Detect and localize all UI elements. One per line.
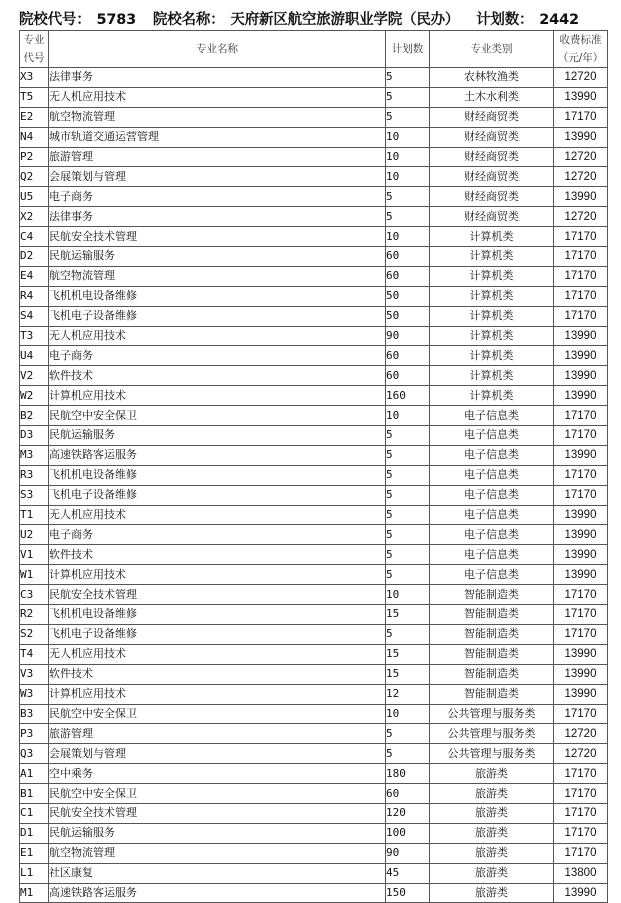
major-category-cell: 电子信息类 <box>430 485 554 505</box>
table-row <box>20 286 608 306</box>
major-name-cell: 飞机机电设备维修 <box>49 605 386 625</box>
major-category-cell: 电子信息类 <box>430 406 554 426</box>
major-code-cell: B3 <box>20 704 49 724</box>
major-name-cell: 会展策划与管理 <box>49 744 386 764</box>
major-code-cell: S3 <box>20 485 49 505</box>
fee-cell: 17170 <box>554 247 608 267</box>
table-row <box>20 326 608 346</box>
column-header-plan: 计划数 <box>386 31 430 68</box>
fee-cell: 17170 <box>554 843 608 863</box>
plan-count-cell: 5 <box>386 207 430 227</box>
major-name-cell: 飞机电子设备维修 <box>49 306 386 326</box>
major-name-cell: 民航安全技术管理 <box>49 585 386 605</box>
plan-count-cell: 5 <box>386 545 430 565</box>
column-header-fee: 收费标准（元/年） <box>554 31 608 68</box>
table-row <box>20 406 608 426</box>
major-name-cell: 法律事务 <box>49 207 386 227</box>
plan-count-cell: 5 <box>386 187 430 207</box>
column-header-name: 专业名称 <box>49 31 386 68</box>
major-category-cell: 智能制造类 <box>430 605 554 625</box>
major-name-cell: 高速铁路客运服务 <box>49 445 386 465</box>
fee-cell: 13990 <box>554 346 608 366</box>
major-name-cell: 民航空中安全保卫 <box>49 784 386 804</box>
major-category-cell: 旅游类 <box>430 764 554 784</box>
table-row <box>20 664 608 684</box>
major-code-cell: A1 <box>20 764 49 784</box>
fee-cell: 12720 <box>554 147 608 167</box>
major-code-cell: M3 <box>20 445 49 465</box>
table-row <box>20 266 608 286</box>
plan-count-cell: 15 <box>386 605 430 625</box>
table-row <box>20 605 608 625</box>
table-row <box>20 724 608 744</box>
plan-count-cell: 15 <box>386 664 430 684</box>
plan-count-cell: 180 <box>386 764 430 784</box>
table-row <box>20 167 608 187</box>
major-category-cell: 计算机类 <box>430 366 554 386</box>
plan-count-cell: 10 <box>386 147 430 167</box>
major-category-cell: 财经商贸类 <box>430 187 554 207</box>
table-body <box>20 68 608 903</box>
fee-cell: 17170 <box>554 485 608 505</box>
major-name-cell: 飞机电子设备维修 <box>49 485 386 505</box>
major-category-cell: 计算机类 <box>430 326 554 346</box>
major-name-cell: 无人机应用技术 <box>49 326 386 346</box>
major-name-cell: 航空物流管理 <box>49 107 386 127</box>
major-code-cell: R3 <box>20 465 49 485</box>
major-name-cell: 民航空中安全保卫 <box>49 704 386 724</box>
fee-cell: 13990 <box>554 326 608 346</box>
school-code-value: 5783 <box>96 12 137 28</box>
fee-cell: 13990 <box>554 684 608 704</box>
plan-count-cell: 15 <box>386 644 430 664</box>
major-code-cell: P2 <box>20 147 49 167</box>
plan-count-cell: 5 <box>386 624 430 644</box>
column-header-code: 专业代号 <box>20 31 49 68</box>
fee-cell: 17170 <box>554 823 608 843</box>
plan-count-cell: 5 <box>386 525 430 545</box>
major-code-cell: T3 <box>20 326 49 346</box>
plan-total-value: 2442 <box>539 12 579 28</box>
major-code-cell: W1 <box>20 565 49 585</box>
major-category-cell: 计算机类 <box>430 306 554 326</box>
table-row <box>20 346 608 366</box>
school-name-label: 院校名称： <box>152 12 225 28</box>
major-code-cell: T5 <box>20 87 49 107</box>
fee-cell: 17170 <box>554 624 608 644</box>
major-category-cell: 电子信息类 <box>430 565 554 585</box>
plan-count-cell: 5 <box>386 426 430 446</box>
fee-cell: 12720 <box>554 167 608 187</box>
plan-count-cell: 60 <box>386 247 430 267</box>
school-code <box>19 12 142 28</box>
major-code-cell: R2 <box>20 605 49 625</box>
plan-count-cell: 120 <box>386 803 430 823</box>
plan-count-cell: 160 <box>386 386 430 406</box>
fee-cell: 17170 <box>554 406 608 426</box>
table-row <box>20 505 608 525</box>
major-name-cell: 软件技术 <box>49 664 386 684</box>
major-code-cell: T4 <box>20 644 49 664</box>
major-code-cell: X2 <box>20 207 49 227</box>
major-name-cell: 电子商务 <box>49 346 386 366</box>
major-category-cell: 财经商贸类 <box>430 207 554 227</box>
major-name-cell: 民航运输服务 <box>49 823 386 843</box>
major-name-cell: 民航安全技术管理 <box>49 803 386 823</box>
major-name-cell: 计算机应用技术 <box>49 684 386 704</box>
fee-cell: 13990 <box>554 187 608 207</box>
school-name <box>153 12 465 28</box>
table-row <box>20 68 608 88</box>
major-name-cell: 飞机电子设备维修 <box>49 624 386 644</box>
major-category-cell: 电子信息类 <box>430 545 554 565</box>
major-code-cell: X3 <box>20 68 49 88</box>
major-category-cell: 智能制造类 <box>430 664 554 684</box>
plan-count-cell: 150 <box>386 883 430 903</box>
major-code-cell: L1 <box>20 863 49 883</box>
major-code-cell: Q3 <box>20 744 49 764</box>
major-code-cell: C4 <box>20 227 49 247</box>
major-category-cell: 智能制造类 <box>430 644 554 664</box>
table-row <box>20 545 608 565</box>
major-name-cell: 无人机应用技术 <box>49 644 386 664</box>
fee-cell: 13990 <box>554 525 608 545</box>
major-name-cell: 计算机应用技术 <box>49 386 386 406</box>
major-name-cell: 民航安全技术管理 <box>49 227 386 247</box>
table-row <box>20 565 608 585</box>
plan-count-cell: 60 <box>386 784 430 804</box>
major-name-cell: 高速铁路客运服务 <box>49 883 386 903</box>
major-category-cell: 智能制造类 <box>430 684 554 704</box>
major-category-cell: 财经商贸类 <box>430 107 554 127</box>
fee-cell: 13990 <box>554 445 608 465</box>
plan-count-cell: 60 <box>386 346 430 366</box>
major-category-cell: 智能制造类 <box>430 624 554 644</box>
table-row <box>20 823 608 843</box>
fee-cell: 17170 <box>554 266 608 286</box>
column-header-category: 专业类别 <box>430 31 554 68</box>
major-code-cell: V3 <box>20 664 49 684</box>
table-row <box>20 386 608 406</box>
school-heading <box>19 8 619 30</box>
fee-cell: 17170 <box>554 803 608 823</box>
fee-cell: 13990 <box>554 505 608 525</box>
major-category-cell: 电子信息类 <box>430 465 554 485</box>
table-row <box>20 147 608 167</box>
plan-count-cell: 60 <box>386 366 430 386</box>
table-row <box>20 684 608 704</box>
major-code-cell: D2 <box>20 247 49 267</box>
major-category-cell: 公共管理与服务类 <box>430 744 554 764</box>
fee-cell: 13990 <box>554 127 608 147</box>
table-row <box>20 764 608 784</box>
plan-count-cell: 90 <box>386 843 430 863</box>
table-row <box>20 207 608 227</box>
fee-cell: 17170 <box>554 286 608 306</box>
school-name-value: 天府新区航空旅游职业学院（民办） <box>230 12 460 28</box>
major-code-cell: D1 <box>20 823 49 843</box>
fee-cell: 12720 <box>554 68 608 88</box>
major-code-cell: B2 <box>20 406 49 426</box>
table-row <box>20 87 608 107</box>
major-code-cell: B1 <box>20 784 49 804</box>
table-row <box>20 485 608 505</box>
major-code-cell: V2 <box>20 366 49 386</box>
major-category-cell: 财经商贸类 <box>430 127 554 147</box>
major-code-cell: R4 <box>20 286 49 306</box>
major-code-cell: D3 <box>20 426 49 446</box>
major-category-cell: 旅游类 <box>430 883 554 903</box>
major-code-cell: W3 <box>20 684 49 704</box>
fee-cell: 13990 <box>554 644 608 664</box>
table-row <box>20 247 608 267</box>
fee-cell: 13800 <box>554 863 608 883</box>
major-category-cell: 旅游类 <box>430 843 554 863</box>
major-code-cell: C3 <box>20 585 49 605</box>
plan-count-cell: 10 <box>386 585 430 605</box>
major-category-cell: 计算机类 <box>430 227 554 247</box>
major-category-cell: 计算机类 <box>430 346 554 366</box>
major-code-cell: E1 <box>20 843 49 863</box>
fee-cell: 17170 <box>554 107 608 127</box>
major-name-cell: 法律事务 <box>49 68 386 88</box>
major-category-cell: 电子信息类 <box>430 525 554 545</box>
fee-cell: 17170 <box>554 426 608 446</box>
plan-count-cell: 5 <box>386 565 430 585</box>
major-name-cell: 软件技术 <box>49 366 386 386</box>
plan-count-cell: 5 <box>386 724 430 744</box>
major-category-cell: 财经商贸类 <box>430 147 554 167</box>
table-row <box>20 803 608 823</box>
major-category-cell: 财经商贸类 <box>430 167 554 187</box>
major-name-cell: 民航运输服务 <box>49 426 386 446</box>
plan-count-cell: 5 <box>386 445 430 465</box>
plan-count-cell: 5 <box>386 107 430 127</box>
plan-count-cell: 5 <box>386 505 430 525</box>
major-name-cell: 社区康复 <box>49 863 386 883</box>
major-code-cell: T1 <box>20 505 49 525</box>
plan-count-cell: 5 <box>386 465 430 485</box>
major-category-cell: 旅游类 <box>430 823 554 843</box>
table-header-row <box>20 31 608 68</box>
major-name-cell: 计算机应用技术 <box>49 565 386 585</box>
plan-count-cell: 5 <box>386 485 430 505</box>
plan-count-cell: 10 <box>386 227 430 247</box>
major-category-cell: 计算机类 <box>430 286 554 306</box>
major-category-cell: 土木水利类 <box>430 87 554 107</box>
fee-cell: 17170 <box>554 784 608 804</box>
major-category-cell: 公共管理与服务类 <box>430 704 554 724</box>
major-category-cell: 农林牧渔类 <box>430 68 554 88</box>
plan-count-cell: 90 <box>386 326 430 346</box>
major-category-cell: 电子信息类 <box>430 505 554 525</box>
major-code-cell: U2 <box>20 525 49 545</box>
major-code-cell: P3 <box>20 724 49 744</box>
fee-cell: 13990 <box>554 386 608 406</box>
table-row <box>20 624 608 644</box>
fee-cell: 13990 <box>554 87 608 107</box>
plan-count-cell: 12 <box>386 684 430 704</box>
major-category-cell: 电子信息类 <box>430 426 554 446</box>
major-name-cell: 航空物流管理 <box>49 266 386 286</box>
major-name-cell: 飞机机电设备维修 <box>49 286 386 306</box>
major-code-cell: U4 <box>20 346 49 366</box>
major-name-cell: 城市轨道交通运营管理 <box>49 127 386 147</box>
fee-cell: 17170 <box>554 227 608 247</box>
table-row <box>20 744 608 764</box>
major-category-cell: 旅游类 <box>430 784 554 804</box>
major-name-cell: 飞机机电设备维修 <box>49 465 386 485</box>
major-name-cell: 航空物流管理 <box>49 843 386 863</box>
major-category-cell: 公共管理与服务类 <box>430 724 554 744</box>
major-name-cell: 电子商务 <box>49 187 386 207</box>
major-name-cell: 旅游管理 <box>49 147 386 167</box>
major-code-cell: C1 <box>20 803 49 823</box>
fee-cell: 17170 <box>554 306 608 326</box>
major-category-cell: 计算机类 <box>430 386 554 406</box>
fee-cell: 13990 <box>554 664 608 684</box>
table-row <box>20 883 608 903</box>
table-row <box>20 465 608 485</box>
fee-cell: 17170 <box>554 465 608 485</box>
table-row <box>20 784 608 804</box>
fee-cell: 12720 <box>554 207 608 227</box>
major-name-cell: 无人机应用技术 <box>49 505 386 525</box>
fee-cell: 13990 <box>554 545 608 565</box>
table-row <box>20 585 608 605</box>
plan-total <box>476 12 585 28</box>
major-code-cell: S4 <box>20 306 49 326</box>
fee-cell: 17170 <box>554 605 608 625</box>
major-code-cell: E2 <box>20 107 49 127</box>
table-row <box>20 445 608 465</box>
major-name-cell: 空中乘务 <box>49 764 386 784</box>
fee-cell: 12720 <box>554 724 608 744</box>
plan-count-cell: 50 <box>386 286 430 306</box>
fee-cell: 13990 <box>554 366 608 386</box>
major-code-cell: S2 <box>20 624 49 644</box>
table-row <box>20 704 608 724</box>
major-code-cell: N4 <box>20 127 49 147</box>
school-code-label: 院校代号： <box>19 12 91 28</box>
plan-count-cell: 45 <box>386 863 430 883</box>
plan-count-cell: 5 <box>386 87 430 107</box>
fee-cell: 17170 <box>554 764 608 784</box>
plan-count-cell: 100 <box>386 823 430 843</box>
table-row <box>20 127 608 147</box>
table-row <box>20 187 608 207</box>
major-category-cell: 智能制造类 <box>430 585 554 605</box>
fee-cell: 13990 <box>554 883 608 903</box>
table-row <box>20 843 608 863</box>
table-row <box>20 525 608 545</box>
major-category-cell: 计算机类 <box>430 247 554 267</box>
major-name-cell: 民航运输服务 <box>49 247 386 267</box>
major-code-cell: U5 <box>20 187 49 207</box>
major-category-cell: 旅游类 <box>430 863 554 883</box>
table-row <box>20 366 608 386</box>
majors-table <box>19 30 608 903</box>
table-row <box>20 863 608 883</box>
major-category-cell: 计算机类 <box>430 266 554 286</box>
plan-total-label: 计划数： <box>476 12 534 28</box>
major-code-cell: V1 <box>20 545 49 565</box>
major-code-cell: W2 <box>20 386 49 406</box>
table-row <box>20 107 608 127</box>
major-category-cell: 旅游类 <box>430 803 554 823</box>
table-row <box>20 426 608 446</box>
fee-cell: 13990 <box>554 565 608 585</box>
major-name-cell: 旅游管理 <box>49 724 386 744</box>
plan-count-cell: 10 <box>386 704 430 724</box>
major-name-cell: 会展策划与管理 <box>49 167 386 187</box>
major-name-cell: 软件技术 <box>49 545 386 565</box>
major-name-cell: 电子商务 <box>49 525 386 545</box>
plan-count-cell: 50 <box>386 306 430 326</box>
major-category-cell: 电子信息类 <box>430 445 554 465</box>
plan-count-cell: 10 <box>386 127 430 147</box>
plan-count-cell: 10 <box>386 406 430 426</box>
major-code-cell: E4 <box>20 266 49 286</box>
fee-cell: 12720 <box>554 744 608 764</box>
major-code-cell: Q2 <box>20 167 49 187</box>
plan-count-cell: 5 <box>386 68 430 88</box>
table-row <box>20 644 608 664</box>
plan-count-cell: 60 <box>386 266 430 286</box>
table-row <box>20 227 608 247</box>
fee-cell: 17170 <box>554 704 608 724</box>
major-name-cell: 无人机应用技术 <box>49 87 386 107</box>
plan-count-cell: 5 <box>386 744 430 764</box>
fee-cell: 17170 <box>554 585 608 605</box>
major-name-cell: 民航空中安全保卫 <box>49 406 386 426</box>
major-code-cell: M1 <box>20 883 49 903</box>
table-row <box>20 306 608 326</box>
plan-count-cell: 10 <box>386 167 430 187</box>
